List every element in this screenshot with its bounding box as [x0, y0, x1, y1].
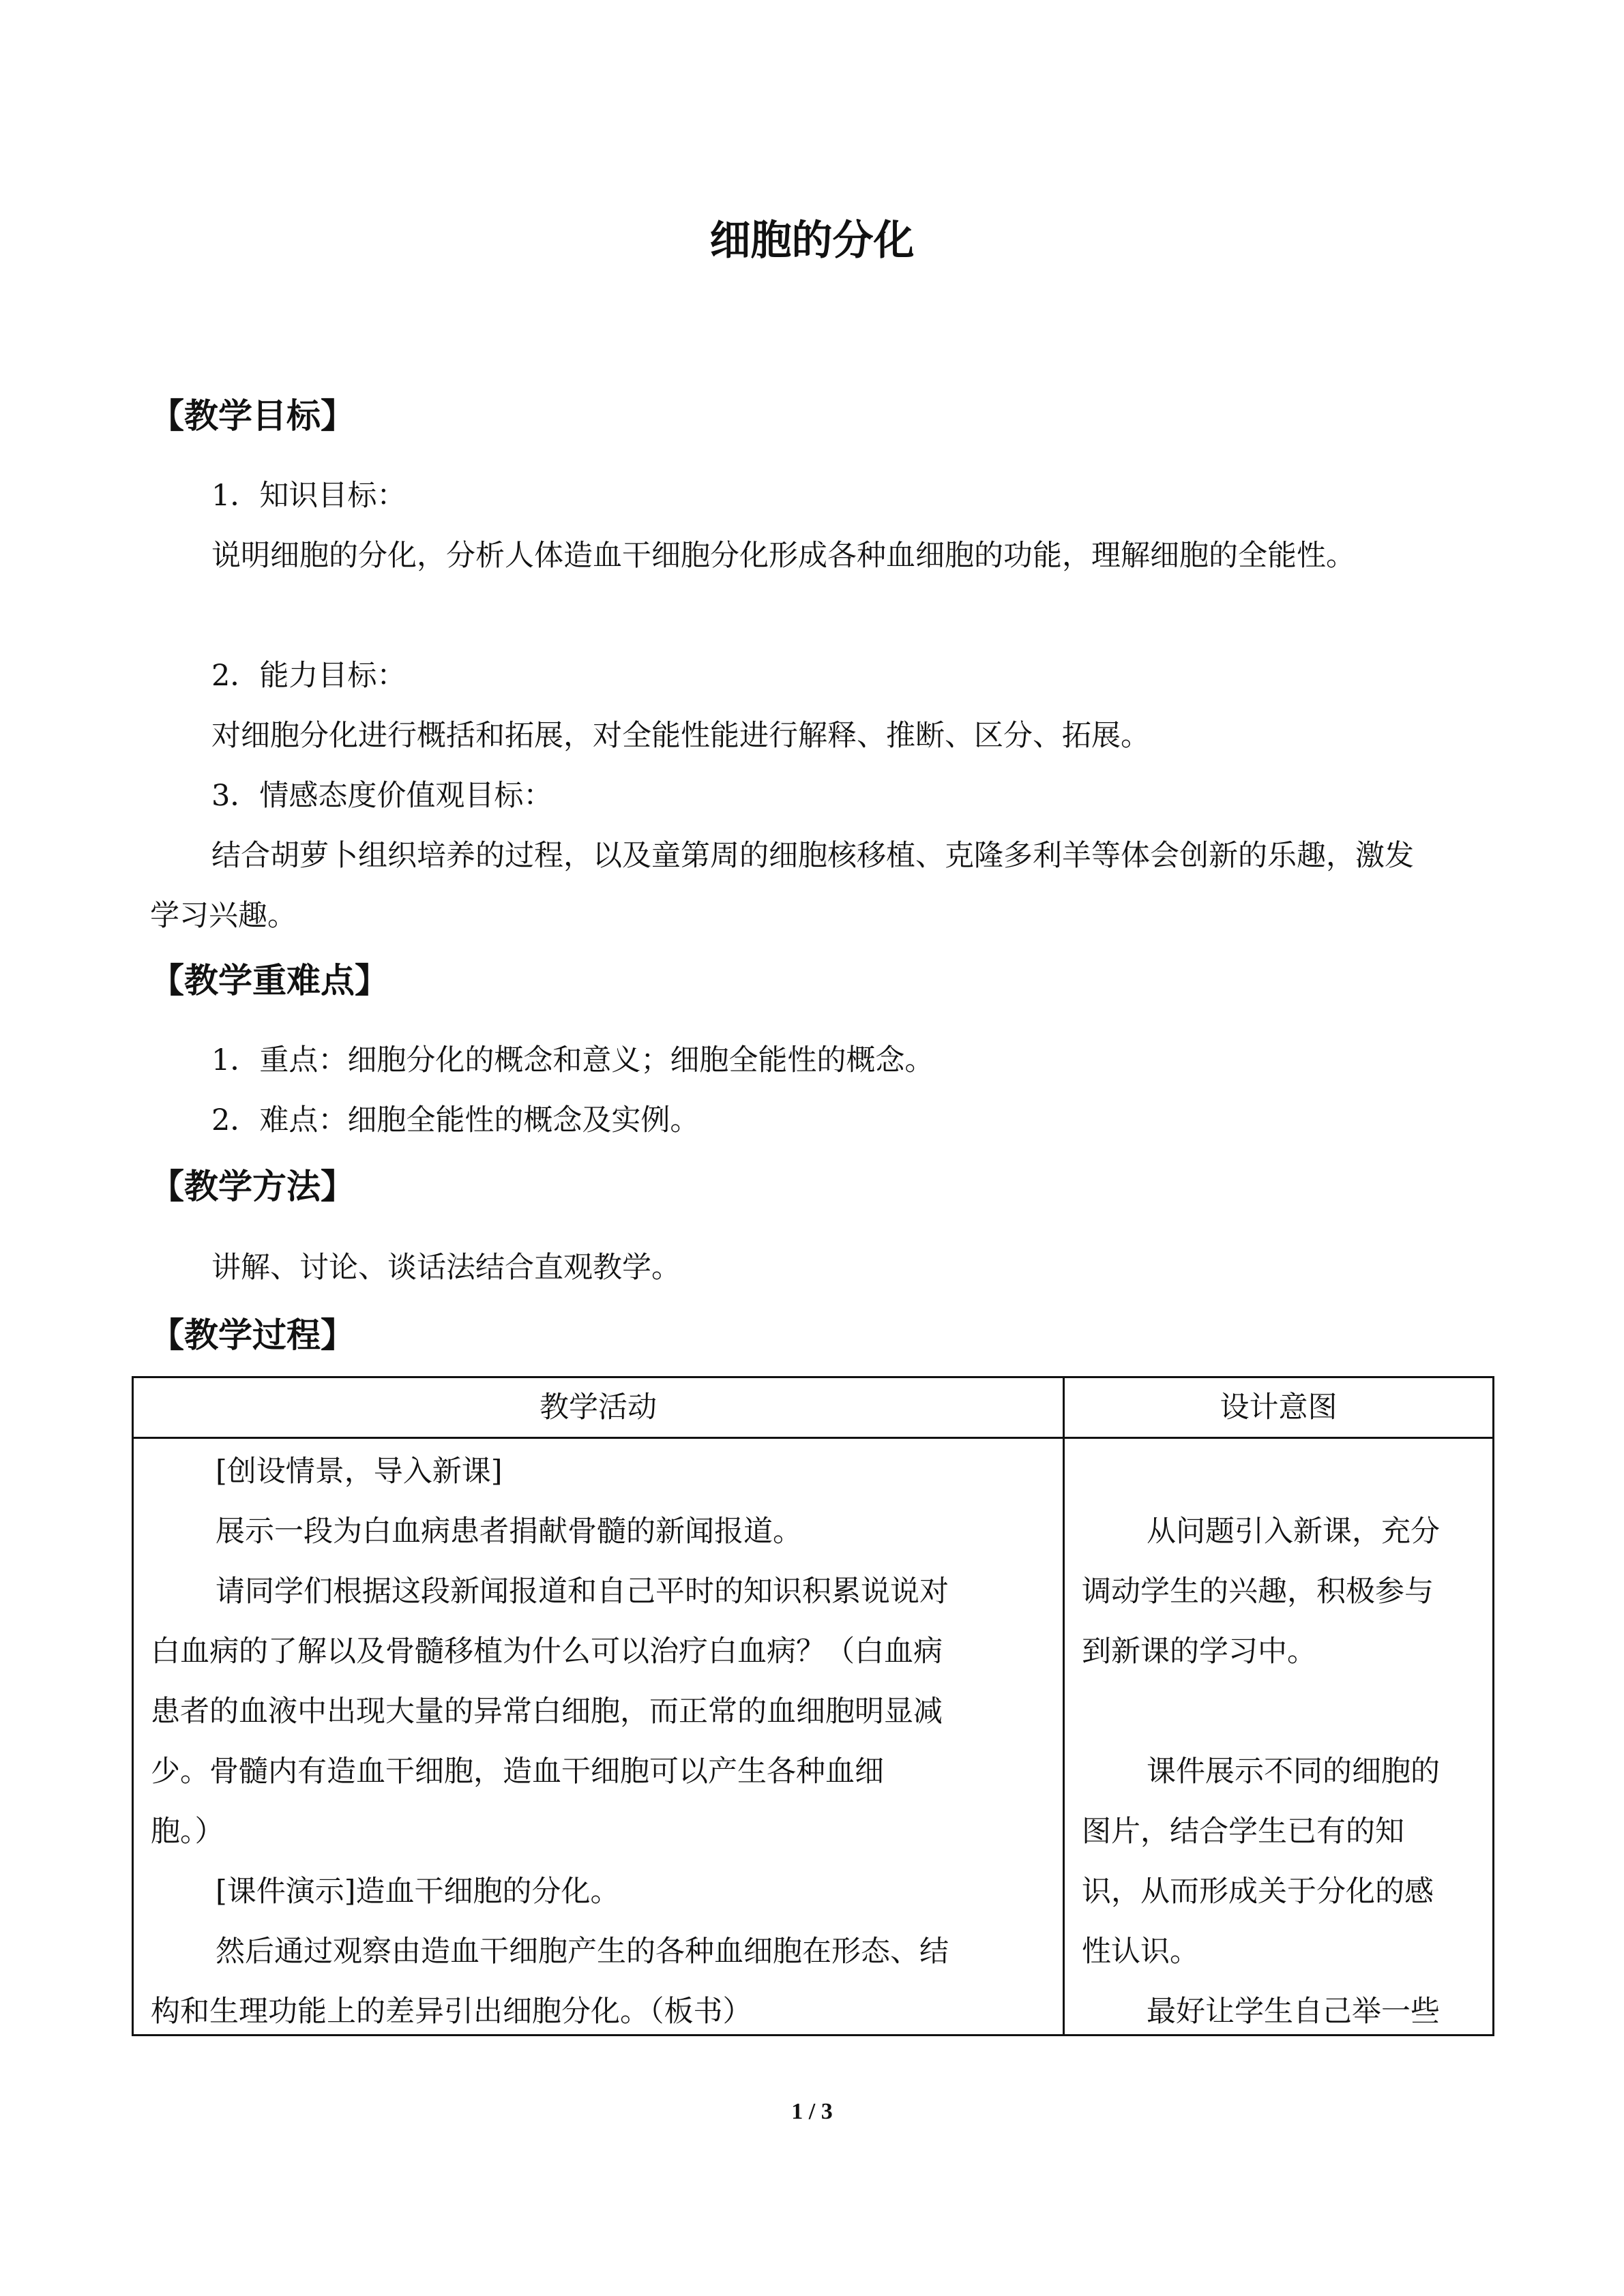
- intent-line: 课件展示不同的细胞的: [1147, 1755, 1440, 1789]
- ability-goal-title: 2．能力目标：: [211, 659, 407, 693]
- intent-line: 调动学生的兴趣，积极参与: [1082, 1575, 1434, 1609]
- emotion-goal-text: 结合胡萝卜组织培养的过程，以及童第周的细胞核移植、克隆多利羊等体会创新的乐趣，激发学习兴趣。: [150, 839, 1414, 933]
- method-text: 讲解、讨论、谈话法结合直观教学。: [211, 1251, 681, 1285]
- page-title: 细胞的分化: [709, 217, 915, 265]
- activity-line: 少。骨髓内有造血干细胞，造血干细胞可以产生各种血细: [151, 1755, 884, 1789]
- activity-line: 构和生理功能上的差异引出细胞分化。（板书）: [151, 1995, 752, 2029]
- activity-line: 白血病的了解以及骨髓移植为什么可以治疗白血病？（白血病: [151, 1635, 943, 1669]
- section-heading-process: 【教学过程】: [150, 1315, 355, 1355]
- emotion-goal-title: 3．情感态度价值观目标：: [211, 779, 553, 813]
- intent-cell: [1064, 1438, 1494, 2036]
- knowledge-goal-title: 1．知识目标：: [211, 479, 407, 513]
- column-header-activity: 教学活动: [133, 1377, 1064, 1438]
- activity-line: 胞。）: [151, 1815, 224, 1849]
- activity-line: 患者的血液中出现大量的异常白细胞，而正常的血细胞明显减: [151, 1695, 943, 1729]
- section-heading-goals: 【教学目标】: [150, 396, 355, 436]
- intent-line: 性认识。: [1082, 1935, 1199, 1969]
- key-point-2: 2．难点：细胞全能性的概念及实例。: [211, 1103, 700, 1137]
- process-table: [132, 1376, 1494, 2036]
- activity-line: [课件演示]造血干细胞的分化。: [216, 1875, 620, 1909]
- intent-line: 图片，结合学生已有的知: [1082, 1815, 1404, 1849]
- activity-line: 然后通过观察由造血干细胞产生的各种血细胞在形态、结: [216, 1935, 949, 1969]
- intent-line: 从问题引入新课，充分: [1147, 1515, 1440, 1549]
- intent-line: 识，从而形成关于分化的感: [1082, 1875, 1434, 1909]
- section-heading-method: 【教学方法】: [150, 1167, 355, 1206]
- activity-line: 请同学们根据这段新闻报道和自己平时的知识积累说说对: [216, 1575, 949, 1609]
- intent-line: 到新课的学习中。: [1082, 1635, 1316, 1669]
- ability-goal-text: 对细胞分化进行概括和拓展，对全能性能进行解释、推断、区分、拓展。: [211, 719, 1150, 753]
- activity-line: [创设情景，导入新课]: [216, 1455, 503, 1489]
- intent-line: 最好让学生自己举一些: [1147, 1995, 1440, 2029]
- activity-cell: [133, 1438, 1064, 2036]
- section-heading-key-points: 【教学重难点】: [150, 961, 389, 1000]
- page-number: 1 / 3: [791, 2099, 833, 2124]
- key-point-1: 1．重点：细胞分化的概念和意义；细胞全能性的概念。: [211, 1043, 934, 1077]
- column-header-intent: 设计意图: [1064, 1377, 1494, 1438]
- knowledge-goal-text: 说明细胞的分化，分析人体造血干细胞分化形成各种血细胞的功能，理解细胞的全能性。: [211, 539, 1355, 573]
- activity-line: 展示一段为白血病患者捐献骨髓的新闻报道。: [216, 1515, 802, 1549]
